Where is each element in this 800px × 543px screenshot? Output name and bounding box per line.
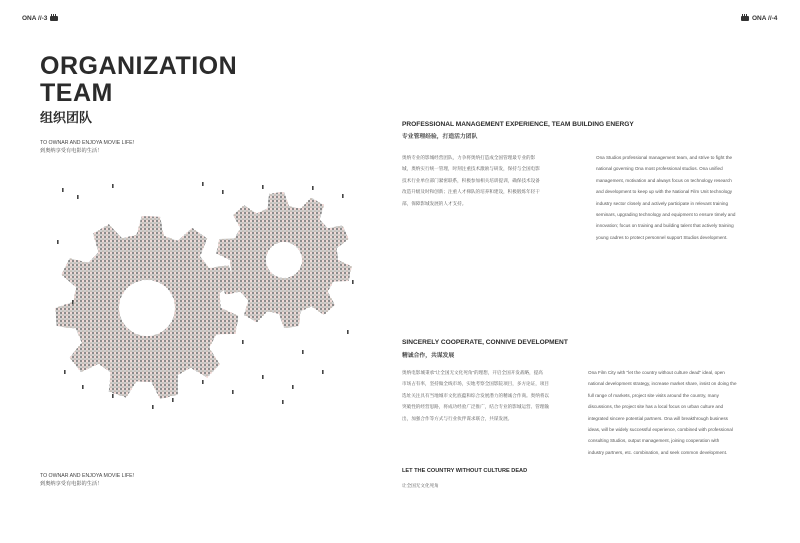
section2-heading: SINCERELY COOPERATE, CONNIVE DEVELOPMENT [402,339,568,346]
gear-hole [266,242,302,278]
person-figure [64,370,66,374]
section1-heading-cn: 专业管理经验，打造活力团队 [402,134,478,140]
title-line-1: ORGANIZATION [40,52,238,80]
person-figure [282,400,284,404]
text-line: 奥纳专业的影城经营团队，力争将奥纳打造成全国管理最专业的影 [402,155,536,160]
tagline-en: TO OWNAR AND ENJOYA MOVIE LIFE! [40,140,135,146]
gears-group [55,192,352,399]
text-line: young cadres to protect personnel support Studios development. [596,234,728,240]
person-figure [112,184,114,188]
footer-tagline-en: TO OWNAR AND ENJOYA MOVIE LIFE! [40,473,135,479]
text-line: ideas, will be widely successful experience, combined with professional [588,427,733,433]
text-line: integrated sincere potential partners. Ona will breakthrough business [588,415,728,421]
person-figure [347,330,349,334]
text-line: national governing Ona most professional studios. Ona unified [596,166,723,172]
page-title-cn: 组织团队 [40,110,93,125]
tagline [40,140,134,155]
clapperboard-icon [741,16,749,21]
person-figure [352,280,354,284]
person-figure [72,300,74,304]
page-number-right: ONA //-4 [752,15,778,22]
text-line: 市场占有率，坚持做全线市场，实地考察全国影院项目，多方论证，项目 [402,381,550,387]
text-line: industry partners, etc. combination, and seek common development. [588,449,728,455]
person-figure [62,188,64,192]
person-figure [262,185,264,189]
text-line: full range of markets, project site visits around the country, many [588,392,719,398]
gear-hole [119,280,175,336]
text-line: 部，保障影城发展的人才支持。 [402,200,467,206]
person-figure [152,405,154,409]
person-figure [342,194,344,198]
person-figure [82,385,84,389]
text-line: management, motivation and always focus on technology research [596,177,732,183]
title-line-2: TEAM [40,79,113,107]
text-line: innovation; focus on training and building talent that actively training [596,223,734,229]
text-line: consulting Studios, output management, joining cooperation with [588,438,720,444]
page-header-left [22,15,58,22]
footer-tagline-cn: 到奥纳享受有电影的生活！ [40,480,103,487]
person-figure [77,195,79,199]
crowd-forming-gears-image [52,180,357,410]
person-figure [232,390,234,394]
section1-heading: PROFESSIONAL MANAGEMENT EXPERIENCE, TEAM BUILDING ENERGY [402,121,634,128]
page-header-right [741,15,777,22]
text-line: 选址关注具有当地城市文化底蕴和综合发展潜力的精诚合作商。奥纳将以 [402,392,550,398]
text-line: industry sector closely and actively participate in relevant training [596,200,729,206]
footer-tagline [40,473,134,488]
person-figure [262,375,264,379]
text-line: 出，加强合作等方式与行业伙伴谋求联合，共谋发展。 [402,415,513,421]
tagline-cn: 到奥纳享受有电影的生活！ [40,147,103,154]
person-figure [242,340,244,344]
person-figure [292,385,294,389]
text-line: 突破性的经营思路，将成功经验广泛推广，结合专业的影城运营、管理输 [402,404,550,410]
text-line: national development strategy, increase market share, insist on doing the [588,381,737,387]
person-figure [322,370,324,374]
section1-body-en [596,152,776,243]
text-line: 改造升级及时和创新；注重人才梯队的培养和建设，积极锻炼年轻干 [402,189,540,195]
section1-body-cn [402,152,582,209]
clapperboard-icon [50,16,58,21]
page-number-left: ONA //-3 [22,15,48,22]
text-line: 奥纳电影城秉承“让全国无文化死角”的理想，开启全国开发战略，提高 [402,370,543,375]
text-line: Ona Studios professional management team, and strive to fight the [596,155,733,160]
section3-heading: LET THE COUNTRY WITHOUT CULTURE DEAD [402,468,528,474]
text-line: discussions, the project site has a local focus on urban culture and [588,404,724,410]
page-title [40,53,237,107]
section2-heading-cn: 精诚合作，共谋发展 [402,353,455,359]
text-line: 技术行业单位部门紧密联系，积极参加相关培训提训，确保技术设备 [402,177,540,183]
text-line: seminars, upgrading technology and equipment to ensure timely and [596,212,736,218]
person-figure [57,240,59,244]
person-figure [202,380,204,384]
text-line: and development to keep up with the National Film Unit technology [596,189,733,195]
section2-body-cn [402,367,582,424]
person-figure [312,186,314,190]
person-figure [172,398,174,402]
person-figure [222,190,224,194]
person-figure [202,182,204,186]
text-line: Ona Film City with "let the country without culture dead" ideal, open [588,370,725,375]
person-figure [302,350,304,354]
section2-body-en [588,367,778,458]
section3-heading-cn: 让全国无文化死角 [402,483,439,488]
text-line: 城，奥纳实行统一管理，时刻注重技术激励与研发，保持与全国电影 [402,166,540,172]
person-figure [112,394,114,398]
